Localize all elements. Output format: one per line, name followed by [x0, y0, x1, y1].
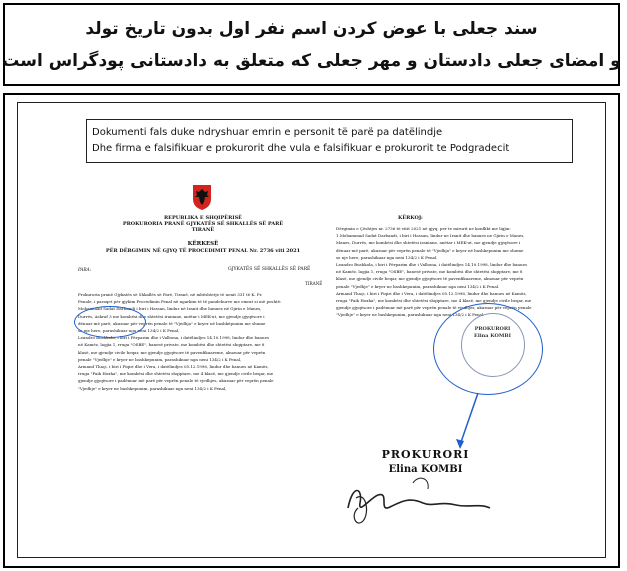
right-paragraph-line: Manes, Durrës, me kombësi dhe shtetësi iraniane, anëtar i MEK-ut, me gjendje gjyqësore i: [336, 240, 521, 246]
right-paragraph-line: 1.Mohammad Sadat Darbandi, i biri i Hassan, lindur ne Iranit dhe banues ne Gjirin e Manes,: [336, 233, 525, 239]
left-paragraph-line: në Kamëz, lagjia 1, rruga "OSBE", banesë private, me kombësi dhe shtetësi shqiptare, me 8: [78, 342, 265, 348]
doc-subject: PËR DËRGIMIN NË GJYQ TË PROCEDIMIT PENAL Nr. 2736 viti 2021: [105, 248, 301, 254]
right-paragraph-line: dënuar më parë, akuzuar për veprën penale të "Vjedhja" e kryer në bashkepunim me shume: [336, 247, 524, 253]
left-paragraph-line: se nje here, parashikuar nga neni 134/2 i K Penal,: [78, 328, 180, 334]
albanian-note-line-2: Dhe firma e falsifikuar e prokurorit dhe vula e falsifikuar e prokurorit te Podgradecit: [92, 143, 510, 154]
left-paragraph-line: Mohammad Sadat Darbandi i biri i Hassan, lindur në Iranit dhe banues në Gjirin e Manes,: [78, 306, 262, 312]
right-paragraph-line: penale "Vjedhje" e kryer ne bashkepunim, parashikuar nga neni 134/2 i K Penal.: [336, 283, 500, 289]
stamp-name: Elina KOMBI: [474, 333, 511, 339]
right-paragraph-line: Armand Thaçi, i biri i Fiqiri dhe i Vera, i datëlindjes 05.12.1996, lindur dhe banues në Kamëz,: [336, 290, 527, 296]
persian-title-banner: [3, 3, 620, 86]
signature-scribble-icon: [18, 103, 606, 558]
right-paragraph-line: rruga "Faik Hoxha", me kombësi dhe shtetësi shqiptare, me 4 klasë, me gjendje civile beqar, me: [336, 298, 532, 304]
doc-para-label: PARA:: [78, 267, 92, 272]
doc-court: GJYKATËS SË SHKALLËS SË PARË: [228, 267, 311, 272]
doc-city: TIRANË: [191, 227, 215, 233]
left-paragraph-line: Leandro Bushkola, i biri i Përparim dhe i Valbona, i datëlindjes 14.10.1998, lindur dhe banues: [78, 335, 269, 341]
persian-title-line-1: سند جعلی با عوض کردن اسم نفر اول بدون تاریخ تولد: [85, 18, 538, 39]
right-paragraph-line: Leandro Bushkola, i biri i Përparim dhe i Valbona, i datëlindjes 14.10.1998, lindur dhe banues: [336, 262, 527, 268]
signature-name: Elina KOMBI: [388, 464, 463, 475]
left-paragraph-line: Penale, i paraqet për gjykim Procedimin Penal në ngarkim të të pandehurve me emrat si më poshtë:: [78, 299, 282, 305]
doc-kerkese-heading: KËRKESË: [187, 241, 219, 247]
doc-office: PROKURORIA PRANË GJYKATËS SË SHKALLËS SË PARË: [122, 221, 284, 227]
left-paragraph-line: penale "Vjedhje" e kryer ne bashkepunim, parashikuar nga neni 134/2 i K Penal,: [78, 356, 242, 362]
doc-court-city: TIRANË: [305, 281, 323, 286]
right-paragraph-line: gjendje gjyqësore i padënuar më parë për veprën penale të vjedhjes, akuzuar për veprën penale: [336, 305, 532, 311]
doc-kerkoj-heading: KËRKOJ:: [398, 215, 423, 221]
left-paragraph-line: Durrës, Ashraf 3 me kombësi dhe shtetësi iraniane, anëtar i MEK-ut, me gjendje gjyqësore i: [78, 313, 265, 319]
right-paragraph-line: klasë, me gjendje civile beqar, me gjendje gjyqësore të pavenfikuareme, akuzuar për veprën: [336, 276, 524, 282]
left-paragraph-line: rruga "Faik Hoxha", me kombësi dhe shtetësi shqiptare, me 4 klasë, me gjendje civile beqar, me: [78, 371, 274, 377]
left-paragraph-line: Prokuroria pranë Gjykatës së Shkallës së Parë, Tiranë, në mbështetje të nenit 331 të K. Pr.: [78, 292, 263, 297]
stamp-title: PROKURORI: [474, 326, 511, 332]
albanian-note-line-1: Dokumenti fals duke ndryshuar emrin e personit të parë pa datëlindje: [92, 127, 443, 138]
left-paragraph-line: klasë, me gjendje civile beqar, me gjendje gjyqësore të pavenfikuareme, akuzuar për veprën: [78, 349, 266, 355]
scanned-document: [17, 102, 606, 558]
left-paragraph-line: Armand Thaçi, i biri i Fiqiri dhe i Vera, i datëlindjes 05.12.1996, lindur dhe banues në Kamëz,: [78, 364, 269, 370]
right-paragraph-line: se nje here, parashikuar nga neni 134/2 i K Penal.: [336, 254, 438, 260]
persian-title-line-2: و امضای جعلی دادستان و مهر جعلی که متعلق به دادستانی پودگراس است: [2, 50, 621, 71]
doc-republic: REPUBLIKA E SHQIPËRISË: [164, 215, 242, 221]
left-paragraph-line: "Vjedhje" e kryer ne bashkepunim, parashikuar nga neni 134/2 i K Penal,: [78, 385, 227, 391]
right-paragraph-line: në Kamëz, lagjia 1, rruga "OSBE", banesë private, me kombësi dhe shtetësi shqiptare, me 8: [336, 269, 523, 275]
signature-title: PROKURORI: [381, 448, 470, 461]
right-paragraph-line: Dërgimin e Çështjes nr. 2736 të vitit 2021 në gjyq, per te mirurit ne konflikt me ligjin:: [336, 226, 511, 231]
document-frame: [3, 93, 620, 568]
left-paragraph-line: gjendje gjyqësore i padënuar më parë për veprën penale të vjedhjes, akuzuar për veprën penale: [78, 378, 274, 384]
right-paragraph-line: "Vjedhje" e kryer ne bashkepunim, parashikuar nga neni 134/2 i K Penal.: [336, 312, 485, 318]
left-paragraph-line: dënuar më parë, akuzuar për veprën penale të "Vjedhja" e kryer në bashkëpunim me shume: [78, 320, 266, 326]
